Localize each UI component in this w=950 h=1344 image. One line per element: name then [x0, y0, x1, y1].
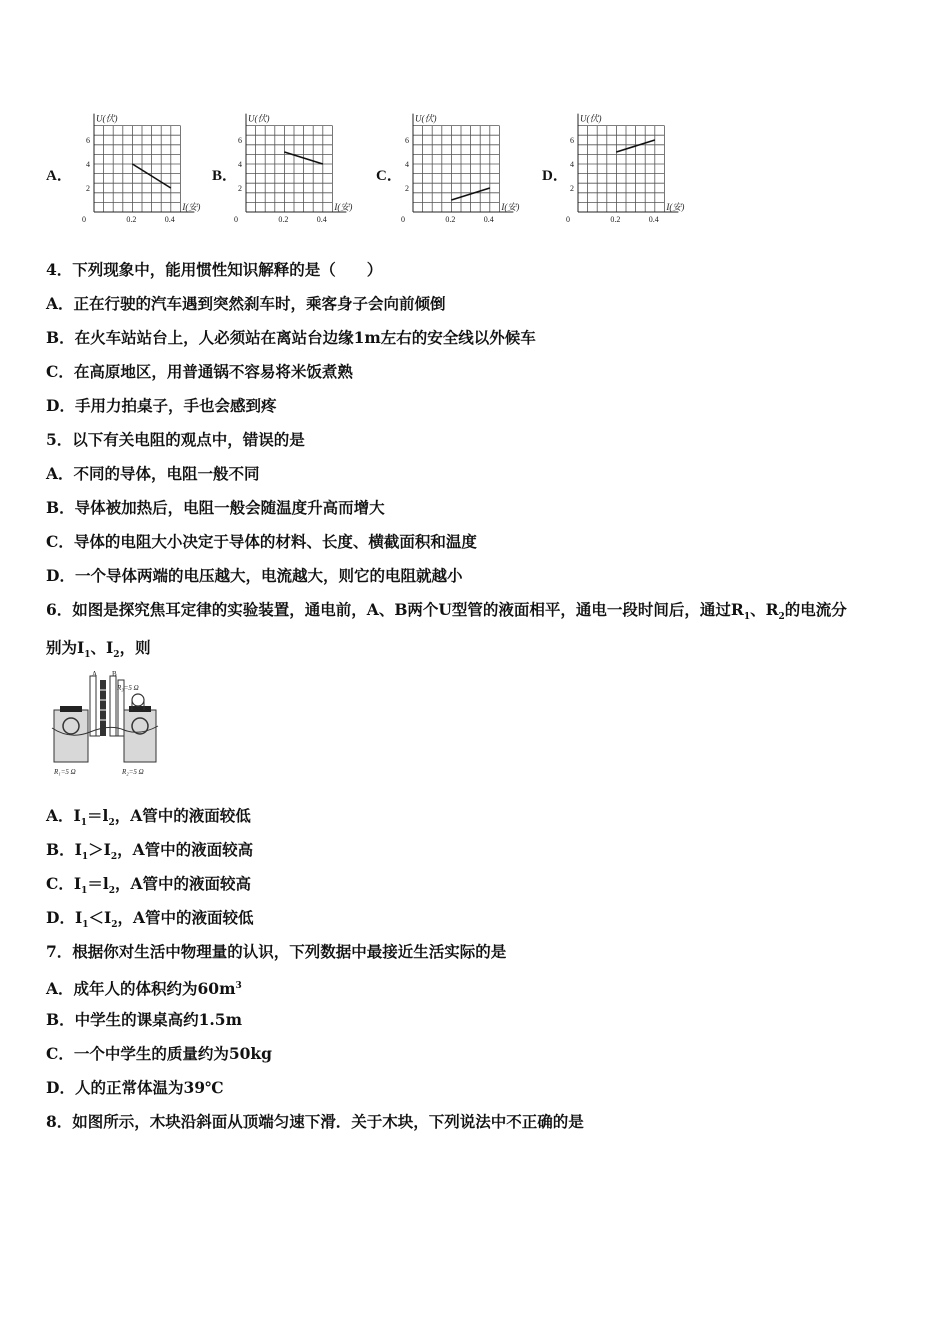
q5-option-b: B．导体被加热后，电阻一般会随温度升高而增大	[46, 498, 385, 517]
ui-graph-option-c	[401, 96, 526, 228]
q4-option-c: C．在高原地区，用普通锅不容易将米饭煮熟	[46, 362, 353, 381]
q4-option-b: B．在火车站站台上，人必须站在离站台边缘1m左右的安全线以外候车	[46, 328, 536, 347]
q4-option-a: A．正在行驶的汽车遇到突然刹车时，乘客身子会向前倾倒	[46, 294, 446, 313]
x-axis-label: I(安)	[666, 202, 685, 212]
y-tick-label: 6	[86, 136, 90, 145]
y-tick-label: 6	[405, 136, 409, 145]
label-r3: R₃=5 Ω	[117, 684, 139, 692]
x-tick-label: 0	[401, 215, 405, 224]
y-axis-label: U(伏)	[415, 113, 437, 124]
q8-stem: 8．如图所示，木块沿斜面从顶端匀速下滑．关于木块，下列说法中不正确的是	[46, 1112, 584, 1131]
y-tick-label: 6	[570, 136, 574, 145]
x-tick-label: 0.2	[126, 215, 137, 224]
x-tick-label: 0	[566, 215, 570, 224]
ui-graph-option-b	[234, 96, 359, 228]
option-letter-a: A．	[46, 168, 72, 184]
y-tick-label: 2	[570, 184, 574, 193]
y-tick-label: 2	[86, 184, 90, 193]
label-r2: R₂=5 Ω	[122, 768, 144, 776]
y-tick-label: 6	[238, 136, 242, 145]
y-axis-label: U(伏)	[580, 113, 602, 124]
q5-option-a: A．不同的导体，电阻一般不同	[46, 464, 260, 483]
x-axis-label: I(安)	[334, 202, 353, 212]
y-axis-label: U(伏)	[96, 113, 118, 124]
q7-option-b: B．中学生的课桌高约1.5m	[46, 1010, 242, 1029]
q6-option-a: A．$I_1=l_2$，A管中的液面较低	[46, 806, 251, 829]
y-tick-label: 4	[86, 160, 90, 169]
option-letter-c: C．	[376, 168, 402, 184]
y-tick-label: 4	[405, 160, 409, 169]
q7-option-a: A．成年人的体积约为$60m^3$	[46, 979, 242, 999]
q4-stem: 4．下列现象中，能用惯性知识解释的是（ ）	[46, 260, 383, 279]
q6-stem-line2: 别为$I_1$、$I_2$，则	[46, 638, 151, 661]
q6-option-d: D．$I_1<I_2$，A管中的液面较低	[46, 908, 254, 931]
label-tube-b: B	[112, 670, 117, 678]
ui-graph-option-a	[82, 96, 207, 228]
option-letter-d: D．	[542, 168, 568, 184]
label-r1: R₁=5 Ω	[54, 768, 76, 776]
q5-stem: 5．以下有关电阻的观点中，错误的是	[46, 430, 305, 449]
q5-option-d: D．一个导体两端的电压越大，电流越大，则它的电阻就越小	[46, 566, 463, 585]
x-tick-label: 0.4	[483, 215, 494, 224]
q7-stem: 7．根据你对生活中物理量的认识，下列数据中最接近生活实际的是	[46, 942, 507, 961]
joule-law-apparatus-figure	[50, 670, 160, 780]
y-tick-label: 2	[405, 184, 409, 193]
x-tick-label: 0	[82, 215, 86, 224]
y-tick-label: 2	[238, 184, 242, 193]
x-tick-label: 0.2	[610, 215, 621, 224]
x-axis-label: I(安)	[501, 202, 520, 212]
graph-grid	[94, 126, 180, 212]
q5-option-c: C．导体的电阻大小决定于导体的材料、长度、横截面积和温度	[46, 532, 477, 551]
y-tick-label: 4	[238, 160, 242, 169]
x-tick-label: 0.2	[445, 215, 456, 224]
x-axis-label: I(安)	[182, 202, 201, 212]
q7-option-c: C．一个中学生的质量约为50kg	[46, 1044, 272, 1063]
q6-stem-line1: 6．如图是探究焦耳定律的实验装置，通电前，A、B两个U型管的液面相平，通电一段时间后，通过$R_1$、$R_2$的电流分	[46, 600, 847, 623]
graph-grid	[578, 126, 664, 212]
q6-option-c: C．$I_1=l_2$，A管中的液面较高	[46, 874, 252, 897]
y-tick-label: 4	[570, 160, 574, 169]
option-letter-b: B．	[212, 168, 238, 184]
x-tick-label: 0.4	[648, 215, 659, 224]
x-tick-label: 0.2	[278, 215, 289, 224]
ui-graph-option-d	[566, 96, 704, 228]
label-tube-a: A	[92, 670, 98, 678]
q4-option-d: D．手用力拍桌子，手也会感到疼	[46, 396, 277, 415]
y-axis-label: U(伏)	[248, 113, 270, 124]
x-tick-label: 0	[234, 215, 238, 224]
x-tick-label: 0.4	[316, 215, 327, 224]
x-tick-label: 0.4	[164, 215, 175, 224]
graph-grid	[246, 126, 332, 212]
q6-option-b: B．$I_1>I_2$，A管中的液面较高	[46, 840, 254, 863]
q7-option-d: D．人的正常体温为39℃	[46, 1078, 224, 1097]
